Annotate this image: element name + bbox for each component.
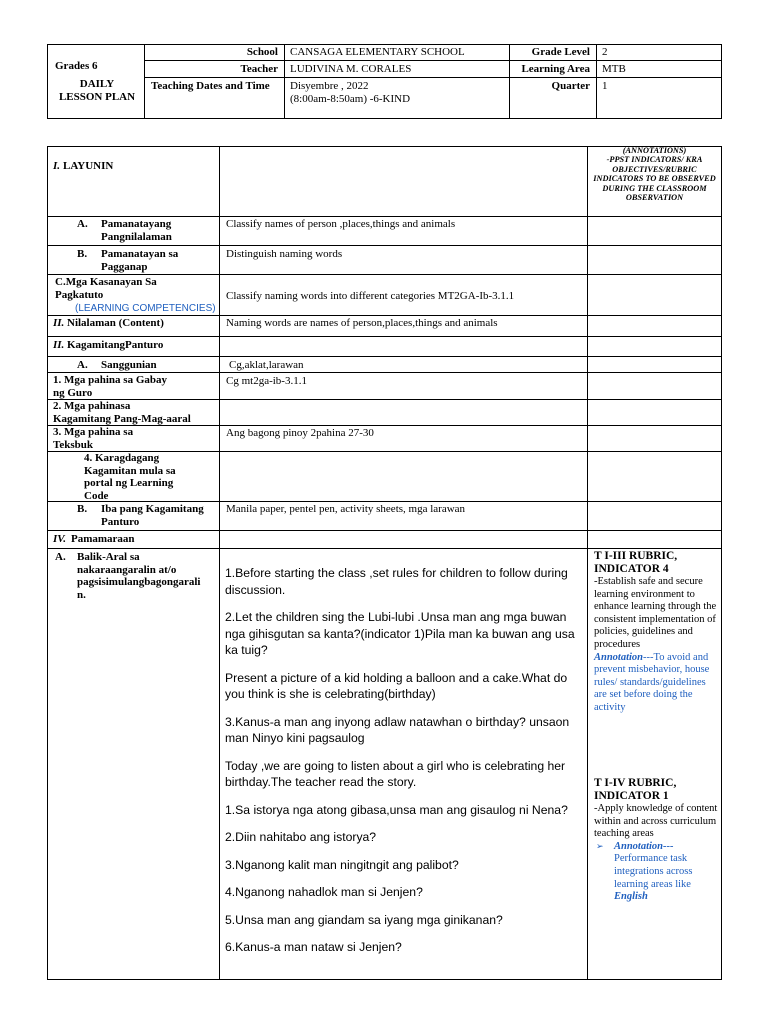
- row-line: [47, 530, 722, 531]
- dates-value: Disyembre , 2022 (8:00am-8:50am) -6-KIND: [290, 80, 411, 105]
- kasanayan-label: C.Mga Kasanayan Sa Pagkatuto: [55, 276, 157, 301]
- pamamaraan-number: IV.: [53, 533, 66, 545]
- rubric-annotation: [594, 841, 718, 904]
- row-line: [47, 336, 722, 337]
- quarter-label: Quarter: [551, 80, 590, 92]
- annotation-label: Annotation: [594, 651, 644, 663]
- row-line: [47, 548, 722, 549]
- dates-label: Teaching Dates and Time: [151, 80, 270, 92]
- gabay-guro-value: Cg mt2ga-ib-3.1.1: [226, 375, 307, 387]
- iba-pang-value: Manila paper, pentel pen, activity sheets, mga larawan: [226, 503, 466, 515]
- gabay-guro-label: 1. Mga pahina sa Gabay ng Guro: [53, 374, 167, 399]
- row-line: [47, 356, 722, 357]
- annotations-header: (ANNOTATIONS) -PPST INDICATORS/ KRA OBJECTIVES/RUBRIC INDICATORS TO BE OBSERVED DURING THE CLASSROOM OBSERVATION: [593, 146, 716, 203]
- school-label: School: [246, 46, 278, 58]
- pagganap-value: Distinguish naming words: [226, 248, 343, 260]
- learning-competencies-label: (LEARNING COMPETENCIES): [75, 303, 216, 314]
- row-line: [47, 216, 722, 217]
- rubric-title: T I-IV RUBRIC, INDICATOR 1: [594, 777, 677, 802]
- kagamitan-label: KagamitangPanturo: [67, 339, 164, 351]
- pamamaraan-label: Pamamaraan: [71, 533, 135, 545]
- pangnilalaman-number: A.: [77, 218, 88, 230]
- row-line: [47, 274, 722, 275]
- procedure-item: Present a picture of a kid holding a balloon and a cake.What do you think is she is celebrating(birthday): [225, 670, 568, 701]
- teksbuk-label: 3. Mga pahina sa Teksbuk: [53, 426, 134, 451]
- balik-aral-label: Balik-Aral sa nakaraangaralin at/o pagsisimulangbagongarali n.: [77, 551, 201, 601]
- nilalaman-label: Nilalaman (Content): [67, 317, 164, 329]
- grade-label: Grades 6: [55, 60, 98, 72]
- sanggunian-label: Sanggunian: [101, 359, 157, 371]
- pangnilalaman-label: Pamanatayang Pangnilalaman: [101, 218, 172, 243]
- procedure-item: 1.Before starting the class ,set rules for children to follow during discussion.: [225, 566, 568, 597]
- iba-pang-number: B.: [77, 503, 88, 515]
- teacher-value: LUDIVINA M. CORALES: [290, 63, 412, 75]
- arrow-bullet-icon: ➢: [596, 841, 604, 852]
- kagamitan-number: II.: [53, 339, 65, 351]
- pang-mag-aaral-label: 2. Mga pahinasa Kagamitang Pang-Mag-aaral: [53, 400, 191, 425]
- procedure-item: 3.Kanus-a man ang inyong adlaw natawhan o birthday? unsaon man Ninyo kini pagsaulog: [225, 714, 570, 745]
- procedure-item: Today ,we are going to listen about a girl who is celebrating her birthday.The teacher read the story.: [225, 758, 566, 789]
- rubric-title: T I-III RUBRIC, INDICATOR 4: [594, 550, 678, 575]
- annotation-label: Annotation---: [614, 840, 674, 852]
- balik-aral-number: A.: [55, 551, 66, 563]
- rubric-annotation: [594, 652, 718, 715]
- nilalaman-value: Naming words are names of person,places,things and animals: [226, 317, 498, 329]
- quarter-value: 1: [602, 80, 608, 92]
- column-line: [219, 146, 220, 980]
- procedure-text: [225, 565, 581, 956]
- procedure-question: 3.Nganong kalit man ningitngit ang palibot?: [225, 857, 459, 872]
- row-line: [47, 245, 722, 246]
- teacher-label: Teacher: [240, 63, 278, 75]
- school-value: CANSAGA ELEMENTARY SCHOOL: [290, 46, 465, 58]
- column-line: [587, 146, 588, 980]
- annotation-text: Performance task integrations across learning areas like: [614, 853, 693, 890]
- header-divider: [596, 44, 597, 119]
- karagdagang-label: 4. Karagdagang Kagamitan mula sa portal ng Learning Code: [84, 452, 176, 502]
- header-divider: [144, 44, 145, 119]
- nilalaman-number: II.: [53, 317, 65, 329]
- grade-level-value: 2: [602, 46, 608, 58]
- header-divider: [509, 44, 510, 119]
- annotation-tail: English: [614, 891, 648, 903]
- pangnilalaman-value: Classify names of person ,places,things and animals: [226, 218, 456, 230]
- header-row-line: [144, 60, 722, 61]
- grade-level-label: Grade Level: [531, 46, 590, 58]
- procedure-question: 1.Sa istorya nga atong gibasa,unsa man ang gisaulog ni Nena?: [225, 802, 568, 817]
- rubric-text: -Apply knowledge of content within and across curriculum teaching areas: [594, 803, 718, 840]
- kasanayan-value: Classify naming words into different categories MT2GA-Ib-3.1.1: [226, 290, 515, 302]
- procedure-question: 6.Kanus-a man nataw si Jenjen?: [225, 940, 402, 954]
- rubric-text: -Establish safe and secure learning environment to enhance learning through the consistent implementation of policies, guidelines and procedures: [594, 576, 717, 650]
- procedure-question: 4.Nganong nahadlok man si Jenjen?: [225, 885, 423, 899]
- rubric-indicator-1: [594, 777, 718, 904]
- sanggunian-number: A.: [77, 359, 88, 371]
- learning-area-label: Learning Area: [521, 63, 590, 75]
- teksbuk-value: Ang bagong pinoy 2pahina 27-30: [226, 427, 374, 439]
- procedure-item: 2.Let the children sing the Lubi-lubi .Unsa man ang mga buwan nga gihisgutan sa kanta?(indicator 1)Pila man ka buwan ang usa ka tuig?: [225, 610, 575, 657]
- header-divider: [284, 44, 285, 119]
- pagganap-label: Pamanatayan sa Pagganap: [101, 248, 179, 273]
- learning-area-value: MTB: [602, 63, 626, 75]
- layunin-number: I.: [53, 160, 61, 172]
- pagganap-number: B.: [77, 248, 88, 260]
- annotation-text: ---To avoid and prevent misbehavior, house rules/ standards/guidelines are set before doing the activity: [594, 651, 710, 713]
- procedure-question: 5.Unsa man ang giandam sa iyang mga ginikanan?: [225, 912, 503, 927]
- row-line: [47, 425, 722, 426]
- row-line: [47, 372, 722, 373]
- procedure-question: 2.Diin nahitabo ang istorya?: [225, 830, 377, 844]
- layunin-label: LAYUNIN: [63, 160, 114, 172]
- header-row-line: [144, 77, 722, 78]
- rubric-indicator-4: [594, 550, 718, 715]
- plan-title: DAILY LESSON PLAN: [58, 78, 136, 103]
- iba-pang-label: Iba pang Kagamitang Panturo: [101, 503, 204, 528]
- sanggunian-value: Cg,aklat,larawan: [229, 359, 304, 371]
- row-line: [47, 315, 722, 316]
